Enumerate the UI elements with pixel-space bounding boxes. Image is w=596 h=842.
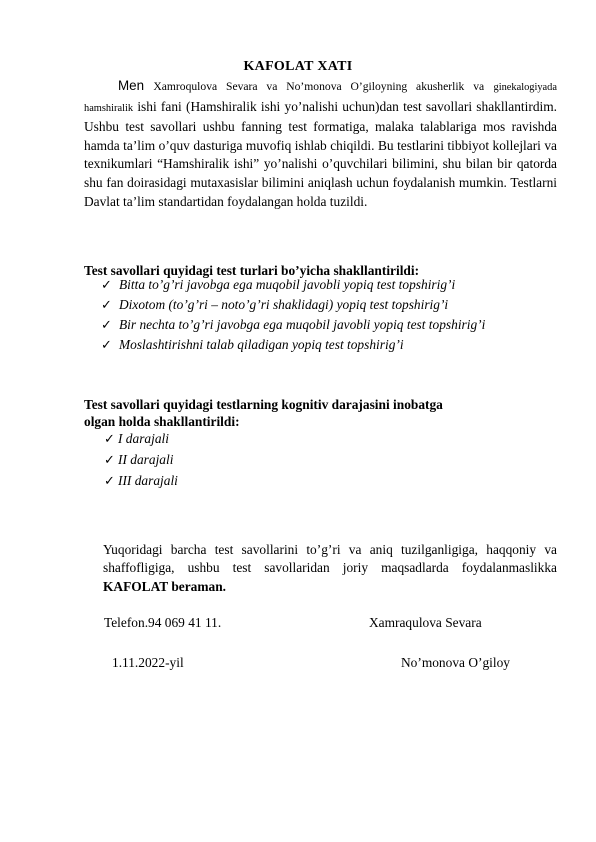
list-item: ✓ Bitta to’g’ri javobga ega muqobil javobli yopiq test topshirig’i [101, 275, 519, 295]
list-item: ✓ I darajali [104, 428, 178, 449]
test-types-list [101, 275, 519, 355]
document-date: 1.11.2022-yil [112, 655, 184, 670]
check-mark-icon: ✓ [104, 431, 115, 446]
closing-text: Yuqoridagi barcha test savollarini to’g’ri va aniq tuzilganligiga, haqqoniy va shaffofligiga, ushbu test savollaridan joriy maqsadlarda foydalanmaslikka [103, 542, 557, 576]
phone-number: Telefon.94 069 41 11. [104, 615, 222, 630]
check-mark-icon: ✓ [101, 297, 112, 312]
intro-paragraph [84, 77, 557, 211]
intro-lead: Men [118, 78, 145, 93]
section2-heading-line2: olgan holda shakllantirildi: [84, 414, 240, 429]
check-mark-icon: ✓ [104, 452, 115, 467]
check-mark-icon: ✓ [101, 317, 112, 332]
check-mark-icon: ✓ [101, 337, 112, 352]
check-mark-icon: ✓ [104, 473, 115, 488]
closing-paragraph [103, 541, 557, 596]
list-item: ✓ Bir nechta to’g’ri javobga ega muqobil javobli yopiq test topshirig’i [101, 315, 519, 335]
list-item: ✓ II darajali [104, 449, 178, 470]
intro-body: ishi fani (Hamshiralik ishi yo’nalishi uchun)dan test savollari shakllantirdim. Ushbu test savollari ushbu fanning test formatiga, malaka talablariga mos ravishda hamda ta’lim o’quv dasturiga muvofiq ishlab chiqildi. Bu testlarini tibbiyot kollejlari va texnikumlari “Hamshiralik ishi” yo’nalishi o’quvchilari bilimini, shu bilan bir qatorda shu fan doirasidagi mutaxasislar bilimini aniqlash uchun foydalanish mumkin. Testlarni Davlat ta’lim standartidan foydalangan holda tuzildi. [84, 98, 557, 209]
list-item: ✓ Dixotom (to’g’ri – noto’g’ri shaklidagi) yopiq test topshirig’i [101, 295, 519, 315]
section1-heading: Test savollari quyidagi test turlari bo’yicha shakllantirildi: [84, 263, 420, 278]
check-mark-icon: ✓ [101, 277, 112, 292]
document-title: KAFOLAT XATI [243, 59, 353, 74]
list-item: ✓ III darajali [104, 470, 178, 491]
intro-department: ginekalogiyada hamshiralik [84, 82, 557, 114]
list-item: ✓ Moslashtirishni talab qiladigan yopiq test topshirig’i [101, 335, 519, 355]
section2-heading-line1: Test savollari quyidagi testlarning kognitiv darajasini inobatga [84, 397, 443, 412]
intro-authors: Xamroqulova Sevara va No’monova O’giloyning akusherlik va [153, 80, 485, 93]
closing-guarantee: KAFOLAT beraman. [103, 578, 226, 594]
signer-name-1: Xamraqulova Sevara [369, 615, 482, 630]
signer-name-2: No’monova O’giloy [401, 655, 510, 670]
cognitive-levels-list [104, 428, 178, 491]
